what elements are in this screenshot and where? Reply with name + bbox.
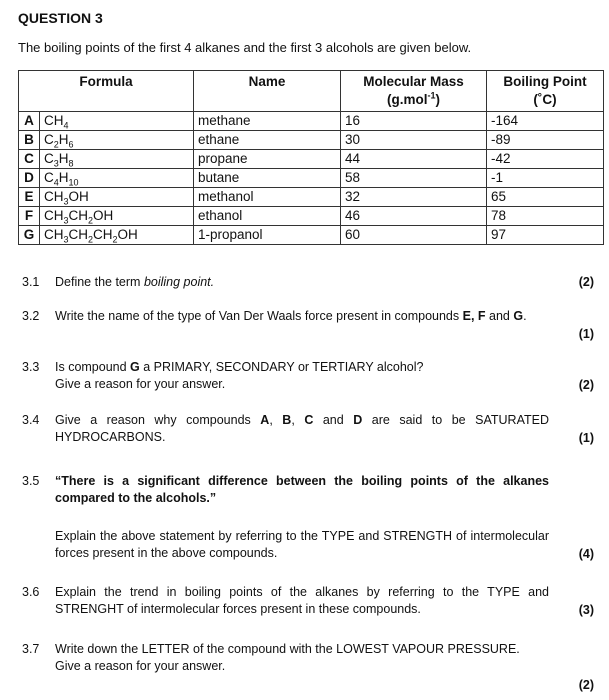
question-number: 3.2: [22, 309, 40, 323]
compound-molecular-mass: 58: [341, 169, 487, 188]
compound-letter: G: [19, 226, 40, 245]
header-formula: Formula: [19, 71, 194, 112]
intro-text: The boiling points of the first 4 alkanes and the first 3 alcohols are given below.: [18, 40, 472, 55]
compound-formula: $CH_3OH$: [40, 188, 194, 207]
compound-name: propane: [194, 150, 341, 169]
table-row: [19, 150, 604, 169]
compound-formula: $C_4H_{10}$: [40, 169, 194, 188]
table-row: [19, 188, 604, 207]
compound-boiling-point: -42: [487, 150, 604, 169]
header-mass-unit: (g.mol$^{-1}$): [386, 90, 440, 107]
question-marks: (4): [578, 547, 594, 561]
compound-letter: C: [19, 150, 40, 169]
compound-molecular-mass: 44: [341, 150, 487, 169]
question-number: 3.6: [22, 585, 40, 599]
question-marks: (2): [578, 678, 594, 692]
compound-letter: B: [19, 131, 40, 150]
compound-formula: $C_3H_8$: [40, 150, 194, 169]
compound-boiling-point: -1: [487, 169, 604, 188]
compound-boiling-point: -89: [487, 131, 604, 150]
compound-molecular-mass: 32: [341, 188, 487, 207]
question-text: Write the name of the type of Van Der Waals force present in compounds E, F and G.: [55, 309, 527, 323]
question-number: 3.1: [22, 275, 40, 289]
table-row: [19, 207, 604, 226]
header-boiling-point: [487, 71, 604, 112]
question-text: Explain the above statement by referring to the TYPE and STRENGTH of intermolecular forces present in the above compounds.: [55, 529, 549, 560]
question-marks: (2): [578, 378, 594, 392]
compound-formula: $CH_3CH_2CH_2OH$: [40, 226, 194, 245]
table-row: [19, 169, 604, 188]
compound-formula: $C_2H_6$: [40, 131, 194, 150]
question-marks: (3): [578, 603, 594, 617]
compound-molecular-mass: 30: [341, 131, 487, 150]
compound-name: methanol: [194, 188, 341, 207]
question-number: 3.7: [22, 642, 40, 656]
question-text: Is compound G a PRIMARY, SECONDARY or TERTIARY alcohol? Give a reason for your answer.: [55, 360, 424, 391]
compound-boiling-point: -164: [487, 112, 604, 131]
question-title: QUESTION 3: [18, 10, 103, 26]
compound-name: butane: [194, 169, 341, 188]
question-text: Write down the LETTER of the compound with the LOWEST VAPOUR PRESSURE. Give a reason for your answer.: [55, 642, 520, 673]
compound-name: methane: [194, 112, 341, 131]
compound-boiling-point: 78: [487, 207, 604, 226]
question-number: 3.5: [22, 474, 40, 488]
table-row: [19, 131, 604, 150]
header-name: Name: [194, 71, 341, 112]
table-row: [19, 112, 604, 131]
compound-letter: E: [19, 188, 40, 207]
table-header-row: [19, 71, 604, 112]
compound-boiling-point: 97: [487, 226, 604, 245]
compound-letter: D: [19, 169, 40, 188]
question-text: Explain the trend in boiling points of the alkanes by referring to the TYPE and STRENGHT of intermolecular forces present in these compounds.: [55, 585, 549, 616]
header-molecular-mass: [341, 71, 487, 112]
header-mass-label: Molecular Mass: [363, 74, 464, 89]
question-marks: (1): [578, 431, 594, 445]
table-row: [19, 226, 604, 245]
header-bp-unit: (˚C): [533, 92, 557, 107]
compound-molecular-mass: 60: [341, 226, 487, 245]
compound-formula: $CH_3CH_2OH$: [40, 207, 194, 226]
question-text: “There is a significant difference between the boiling points of the alkanes compared to the alcohols.”: [55, 474, 549, 505]
question-marks: (2): [578, 275, 594, 289]
compound-letter: A: [19, 112, 40, 131]
compound-letter: F: [19, 207, 40, 226]
compound-boiling-point: 65: [487, 188, 604, 207]
compound-name: 1-propanol: [194, 226, 341, 245]
compound-molecular-mass: 16: [341, 112, 487, 131]
compound-name: ethane: [194, 131, 341, 150]
compound-molecular-mass: 46: [341, 207, 487, 226]
header-bp-label: Boiling Point: [503, 74, 587, 89]
compound-name: ethanol: [194, 207, 341, 226]
question-text: Give a reason why compounds A, B, C and D are said to be SATURATED HYDROCARBONS.: [55, 413, 549, 444]
question-number: 3.4: [22, 413, 40, 427]
question-marks: (1): [578, 327, 594, 341]
question-number: 3.3: [22, 360, 40, 374]
compound-formula: $CH_4$: [40, 112, 194, 131]
compounds-table: [18, 70, 604, 245]
question-text: Define the term boiling point.: [55, 275, 215, 289]
